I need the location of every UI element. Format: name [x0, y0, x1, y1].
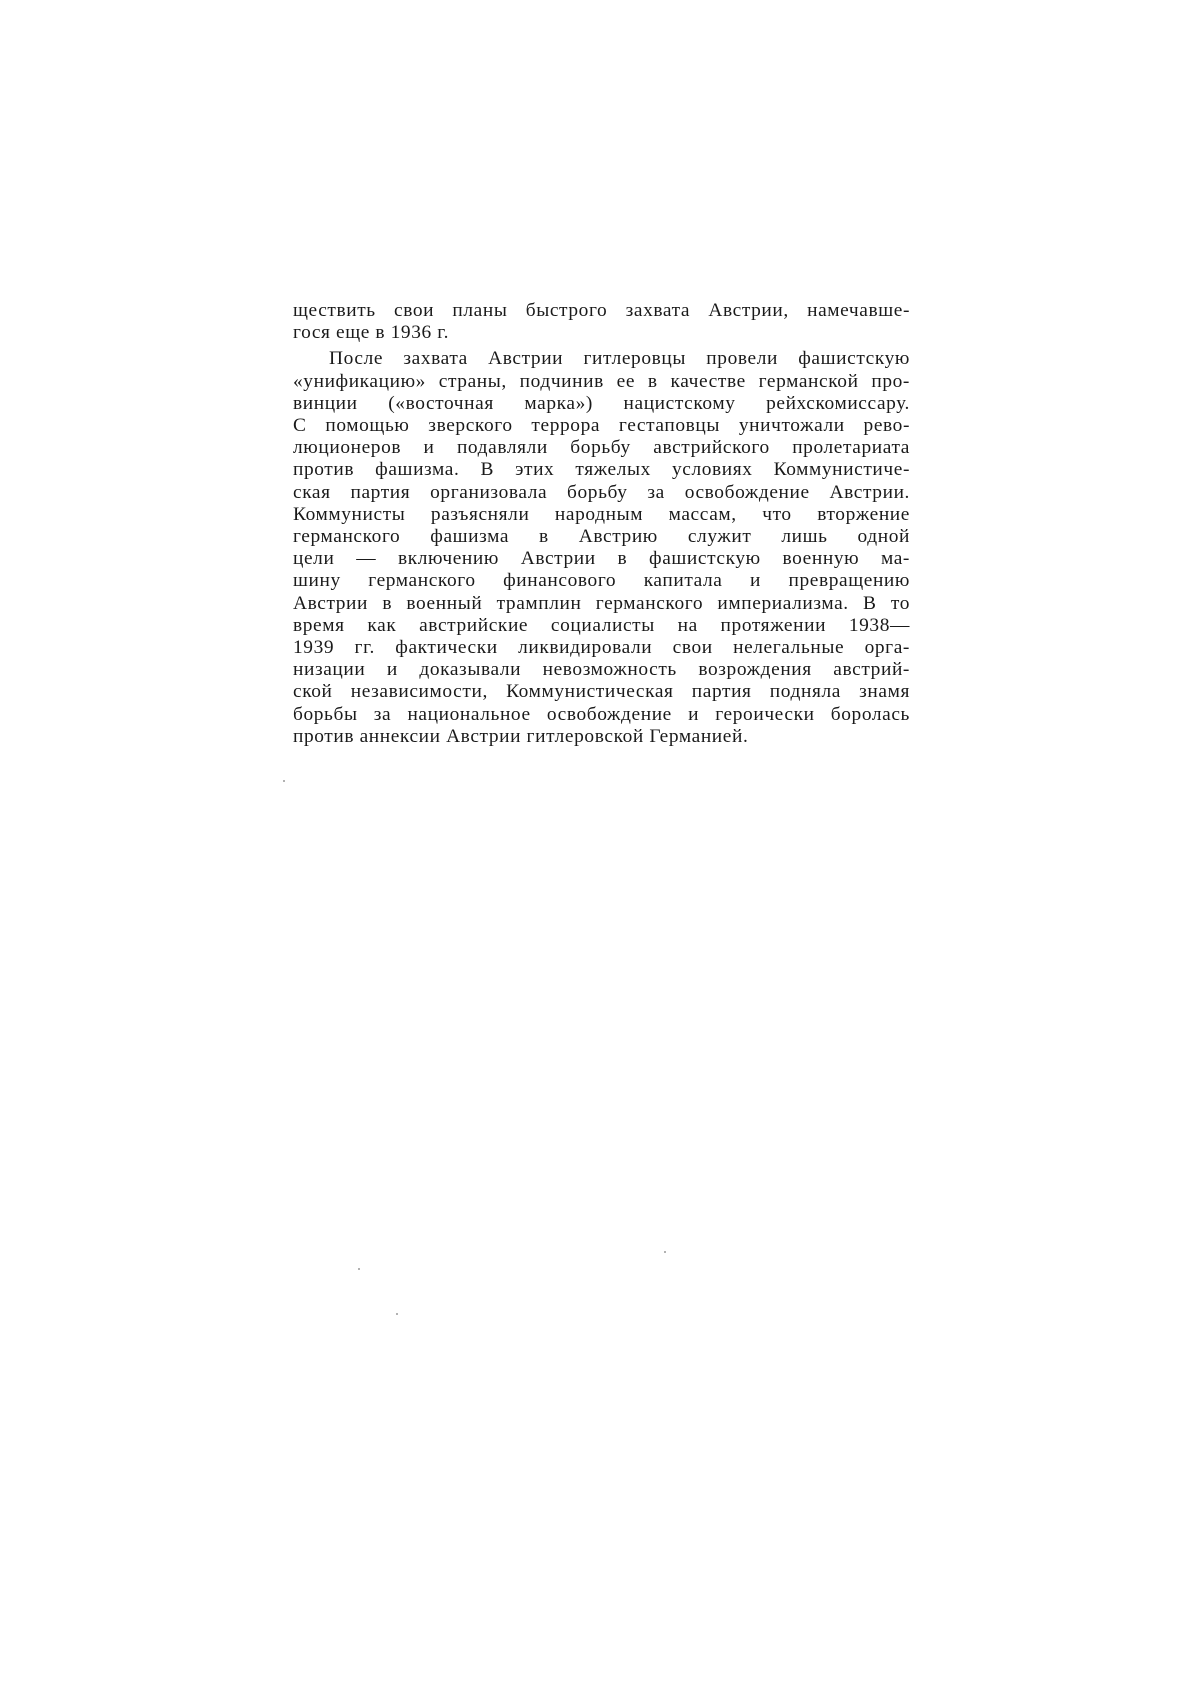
- text-line: «унификацию» страны, подчинив ее в качестве германской про-: [293, 370, 910, 392]
- paragraph-1: [293, 300, 910, 344]
- text-line: против фашизма. В этих тяжелых условиях Коммунистиче-: [293, 459, 910, 481]
- text-line: Коммунисты разъясняли народным массам, что вторжение: [293, 503, 910, 525]
- text-line: После захвата Австрии гитлеровцы провели фашистскую: [329, 348, 910, 370]
- text-line: ществить свои планы быстрого захвата Австрии, намечавше-: [293, 300, 910, 321]
- text-line: ской независимости, Коммунистическая партия подняла знамя: [293, 681, 910, 703]
- scan-speck: [358, 1268, 360, 1270]
- text-line: низации и доказывали невозможность возрождения австрий-: [293, 659, 910, 681]
- text-line: С помощью зверского террора гестаповцы уничтожали рево-: [293, 415, 910, 437]
- scan-speck: [664, 1251, 666, 1253]
- text-line: Австрии в военный трамплин германского империализма. В то: [293, 592, 910, 614]
- text-line: время как австрийские социалисты на протяжении 1938—: [293, 614, 910, 636]
- paragraph-2: [293, 348, 910, 748]
- text-line: цели — включению Австрии в фашистскую военную ма-: [293, 548, 910, 570]
- scan-speck: [396, 1313, 398, 1315]
- body-text: [293, 300, 910, 748]
- text-line: 1939 гг. фактически ликвидировали свои нелегальные орга-: [293, 637, 910, 659]
- text-line: винции («восточная марка») нацистскому рейхскомиссару.: [293, 392, 910, 414]
- text-line: люционеров и подавляли борьбу австрийского пролетариата: [293, 437, 910, 459]
- text-line: ская партия организовала борьбу за освобождение Австрии.: [293, 481, 910, 503]
- text-line: борьбы за национальное освобождение и героически боролась: [293, 703, 910, 725]
- text-line: германского фашизма в Австрию служит лишь одной: [293, 526, 910, 548]
- text-line: гося еще в 1936 г.: [293, 322, 450, 344]
- text-line: против аннексии Австрии гитлеровской Германией.: [293, 725, 749, 747]
- text-line: шину германского финансового капитала и превращению: [293, 570, 910, 592]
- scan-speck: [283, 780, 285, 782]
